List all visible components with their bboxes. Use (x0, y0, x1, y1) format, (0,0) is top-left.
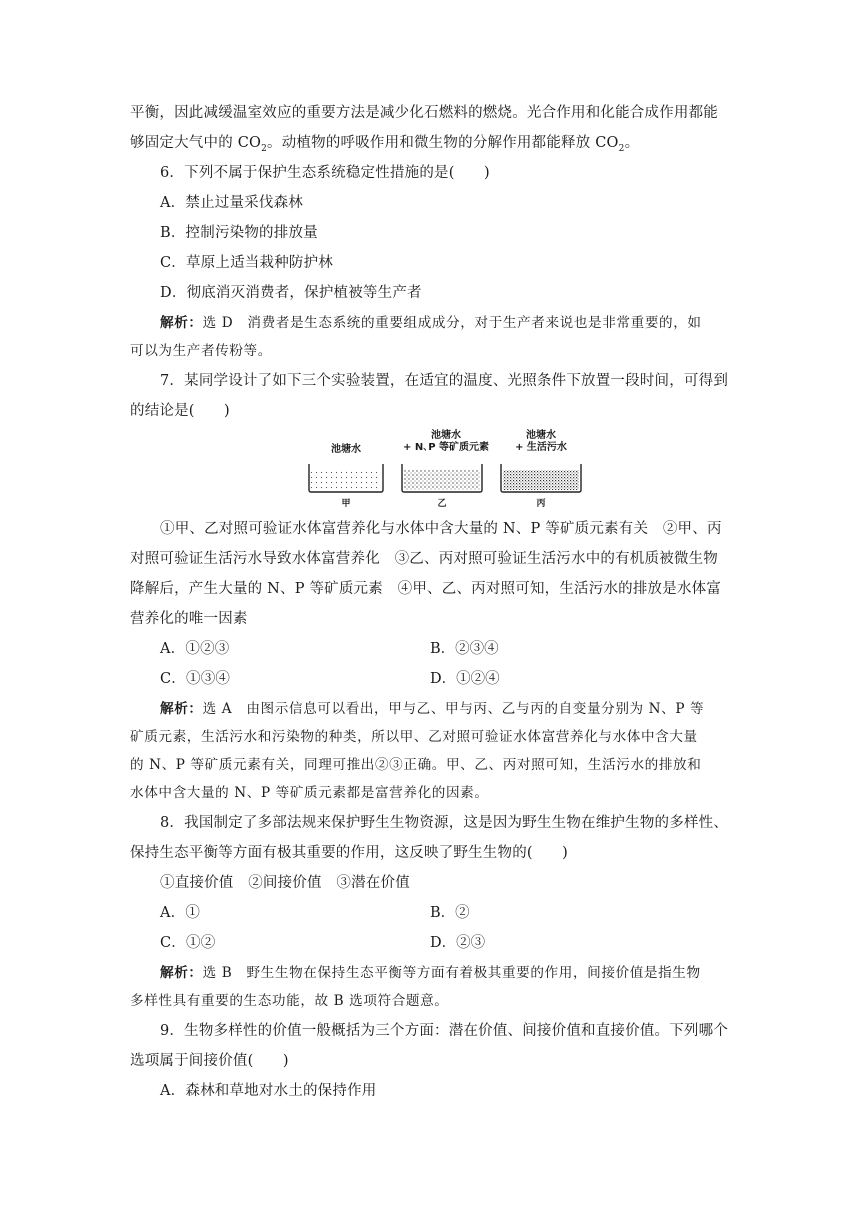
question-6-explanation-cont: 可以为生产者传粉等。 (130, 343, 272, 359)
question-7-explanation-cont: 矿质元素，生活污水和污染物的种类，所以甲、乙对照可验证水体富营养化与水体中含大量 (130, 729, 698, 745)
question-6-explanation (160, 313, 702, 333)
text-segment: 。 (624, 135, 640, 151)
explanation-text: 选 A 由图示信息可以看出，甲与乙、甲与丙、乙与丙的自变量分别为 N、P 等 (202, 701, 705, 717)
question-8-option-d: D．②③ (430, 935, 486, 951)
question-8-option-c: C．①② (160, 935, 216, 951)
beaker-label-line: + N､P 等矿质元素 (402, 442, 490, 453)
text-line (130, 133, 639, 159)
beaker-label-line: 池塘水 (526, 430, 556, 441)
question-6-option-b: B．控制污染物的排放量 (160, 225, 318, 241)
question-8-option-a: A．① (160, 905, 201, 921)
question-7-option-b: B．②③④ (430, 641, 499, 657)
question-9-stem-cont: 选项属于间接价值( ) (130, 1053, 289, 1069)
beaker-name: 甲 (341, 499, 351, 509)
text-segment: 够固定大气中的 CO (130, 135, 262, 151)
question-6-option-a: A．禁止过量采伐森林 (160, 195, 303, 211)
question-7-explanation (160, 699, 704, 719)
question-8-stem-cont: 保持生态平衡等方面有极其重要的作用，这反映了野生生物的( ) (130, 845, 569, 861)
beaker-water (311, 470, 381, 490)
explanation-text: 选 B 野生生物在保持生态平衡等方面有着极其重要的作用，间接价值是指生物 (202, 965, 701, 981)
question-8-stem: 8．我国制定了多部法规来保护野生生物资源，这是因为野生生物在维护生物的多样性、 (160, 815, 729, 831)
question-7-statement: 营养化的唯一因素 (130, 611, 248, 627)
explanation-label: 解析： (160, 965, 203, 981)
question-7-option-c: C．①③④ (160, 671, 231, 687)
beaker-water (404, 470, 480, 490)
question-9-stem: 9．生物多样性的价值一般概括为三个方面：潜在价值、间接价值和直接价值。下列哪个 (160, 1023, 729, 1039)
question-7-statement: ①甲、乙对照可验证水体富营养化与水体中含大量的 N、P 等矿质元素有关 ②甲、丙 (160, 521, 722, 537)
text-line: 平衡，因此减缓温室效应的重要方法是减少化石燃料的燃烧。光合作用和化能合成作用都能 (130, 105, 718, 121)
question-7-explanation-cont: 的 N、P 等矿质元素有关，同理可推出②③正确。甲、乙、丙对照可知，生活污水的排放和 (130, 757, 702, 773)
explanation-text: 选 D 消费者是生态系统的重要组成成分，对于生产者来说也是非常重要的，如 (202, 315, 702, 331)
question-8-explanation (160, 963, 701, 983)
beakers-drawing (300, 426, 590, 496)
question-7-statement: 对照可验证生活污水导致水体富营养化 ③乙、丙对照可验证生活污水中的有机质被微生物 (130, 551, 718, 567)
beaker-name: 乙 (437, 499, 447, 509)
question-7-option-d: D．①②④ (430, 671, 500, 687)
question-6-option-d: D．彻底消灭消费者，保护植被等生产者 (160, 285, 422, 301)
question-8-explanation-cont: 多样性具有重要的生态功能，故 B 选项符合题意。 (130, 993, 449, 1009)
question-8-items: ①直接价值 ②间接价值 ③潜在价值 (160, 875, 410, 891)
text-segment: 。动植物的呼吸作用和微生物的分解作用都能释放 CO (267, 135, 619, 151)
beaker-label-line: 池塘水 (431, 430, 461, 441)
beaker-label-line: + 生活污水 (515, 442, 567, 453)
question-9-option-a: A．森林和草地对水土的保持作用 (160, 1083, 377, 1099)
beaker-name: 丙 (536, 499, 546, 509)
question-6-stem: 6．下列不属于保护生态系统稳定性措施的是( ) (160, 165, 490, 181)
question-7-stem-cont: 的结论是( ) (130, 403, 230, 419)
question-7-stem: 7．某同学设计了如下三个实验装置，在适宜的温度、光照条件下放置一段时间，可得到 (160, 373, 729, 389)
question-7-option-a: A．①②③ (160, 641, 230, 657)
explanation-label: 解析： (160, 315, 203, 331)
question-8-option-b: B．② (430, 905, 470, 921)
subscript: 2 (618, 143, 625, 154)
experiment-figure (300, 426, 590, 508)
question-7-statement: 降解后，产生大量的 N、P 等矿质元素 ④甲、乙、丙对照可知，生活污水的排放是水体富 (130, 581, 722, 597)
subscript: 2 (261, 143, 268, 154)
question-7-explanation-cont: 水体中含大量的 N、P 等矿质元素都是富营养化的因素。 (130, 785, 489, 801)
beaker-label-line: 池塘水 (331, 444, 361, 455)
explanation-label: 解析： (160, 701, 203, 717)
beaker-water (503, 470, 579, 490)
question-6-option-c: C．草原上适当栽种防护林 (160, 255, 333, 271)
